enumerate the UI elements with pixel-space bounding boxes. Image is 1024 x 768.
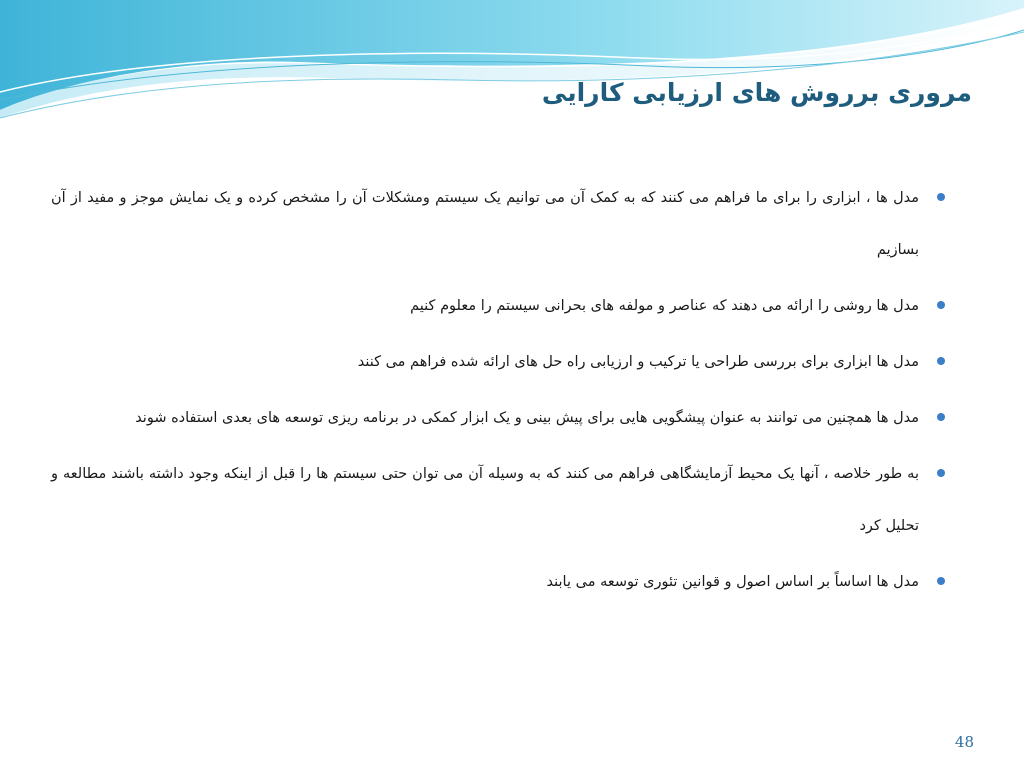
header-wave-decoration [0,0,1024,130]
bullet-text: مدل ها ابزاری برای بررسی طراحی یا ترکیب و ارزیابی راه حل های ارائه شده فراهم می کنند [357,354,919,370]
bullet-dot-icon [937,193,945,201]
bullet-text: مدل ها روشی را ارائه می دهند که عناصر و مولفه های بحرانی سیستم را معلوم کنیم [410,298,919,314]
bullet-dot-icon [937,357,945,365]
page-number: 48 [954,733,974,751]
bullet-dot-icon [937,577,945,585]
bullet-item [51,448,919,552]
bullet-item [51,556,919,608]
bullet-list [51,172,919,612]
bullet-item [51,392,919,444]
bullet-text: به طور خلاصه ، آنها یک محیط آزمایشگاهی فراهم می کنند که به وسیله آن می توان حتی سیستم ها را قبل از اینکه وجود داشته باشند مطالعه و تحلیل کرد [51,466,919,534]
bullet-dot-icon [937,413,945,421]
bullet-text: مدل ها ، ابزاری را برای ما فراهم می کنند که به کمک آن می توانیم یک سیستم ومشکلات آن را مشخص کرده و یک نمایش موجز و مفید از آن بسازیم [51,190,919,258]
bullet-dot-icon [937,469,945,477]
bullet-text: مدل ها همچنین می توانند به عنوان پیشگویی هایی برای پیش بینی و یک ابزار کمکی در برنامه ریزی توسعه های بعدی استفاده شوند [135,410,919,426]
bullet-item [51,172,919,276]
bullet-text: مدل ها اساساً بر اساس اصول و قوانین تئوری توسعه می یابند [546,574,919,590]
bullet-dot-icon [937,301,945,309]
bullet-item [51,280,919,332]
bullet-item [51,336,919,388]
slide-title: مروری برروش های ارزیابی کارایی [541,78,972,107]
